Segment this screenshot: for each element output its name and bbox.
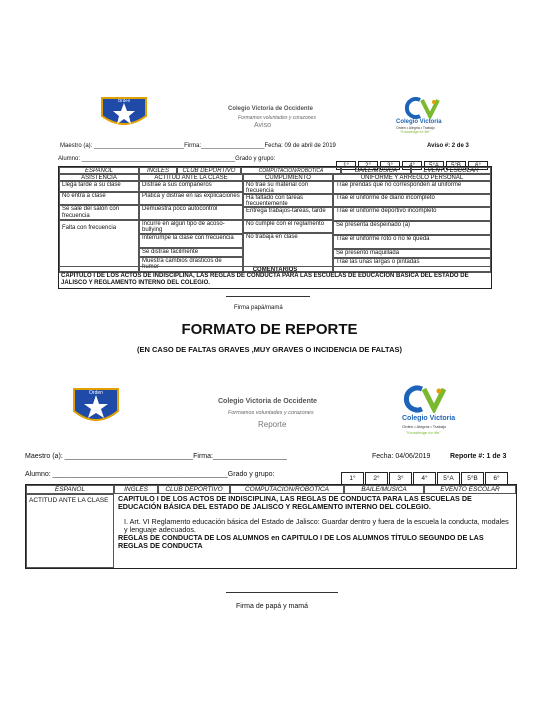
list-item[interactable]: Platica y distrae en las explicaciones xyxy=(139,192,243,205)
list-item[interactable]: Se presenta despeinado (a) xyxy=(333,221,491,235)
subject-cell[interactable]: BAILE/MÚSICA xyxy=(341,167,411,174)
logo-right-name: Colegio Victoria xyxy=(402,415,456,422)
grade-box[interactable]: 5°A xyxy=(437,472,460,485)
list-item[interactable]: No trabaja en clase xyxy=(243,233,333,272)
grade-boxes xyxy=(340,467,508,485)
list-item[interactable]: Se distrae fácilmente xyxy=(139,248,243,257)
list-item[interactable]: Se presentó maquillada xyxy=(333,249,491,258)
grade-box[interactable]: 5°B xyxy=(461,472,484,485)
subject-cell[interactable]: EVENTO ESCOLAR xyxy=(411,167,491,174)
logo-right-tag: "Knowledge for life" xyxy=(400,130,431,134)
category-cell: ACTITUD ANTE LA CLASE xyxy=(26,494,114,568)
list-item[interactable]: Trae el uniforme deportivo incompleto xyxy=(333,207,491,221)
category-header-row xyxy=(59,174,491,181)
list-item[interactable]: Trae el uniforme roto o no le queda xyxy=(333,235,491,249)
subject-cell[interactable]: COMPUTACIÓN/ROBÓTICA xyxy=(230,485,344,494)
subject-cell[interactable]: EVENTO ESCOLAR xyxy=(424,485,516,494)
signature-line xyxy=(226,296,310,297)
colegio-victoria-logo xyxy=(396,97,460,137)
school-motto: Formamos voluntades y corazones xyxy=(238,115,316,121)
logo-right-sub: Orden • Alegría • Trabajo xyxy=(396,126,435,130)
header-cumplimiento: CUMPLIMIENTO xyxy=(243,174,333,181)
list-item[interactable]: Se sale del salón con frecuencia xyxy=(59,205,139,220)
colegio-victoria-logo xyxy=(398,385,478,437)
logo-left-text: Orden xyxy=(117,98,131,103)
signature-label: Firma papá/mamá xyxy=(234,305,283,311)
cv-logo-icon xyxy=(404,97,444,119)
list-item[interactable]: Trae prendas que no corresponden al uniforme xyxy=(333,181,491,194)
document-type: Reporte xyxy=(258,420,287,429)
subjects-row xyxy=(59,167,491,174)
grade-box[interactable]: 6° xyxy=(468,161,488,170)
alumno-line: Alumno: _____________________________________________Grado y grupo: xyxy=(25,471,275,478)
subject-cell[interactable]: INGLÉS xyxy=(114,485,158,494)
list-item[interactable]: Falta con frecuencia xyxy=(59,220,139,272)
logo-right-tag: "Knowledge for life" xyxy=(406,430,441,435)
maestro-line: Maestro (a): _________________________________Firma:___________________ xyxy=(25,453,287,460)
report-body-1: CAPITULO I DE LOS ACTOS DE INDISCIPLINA, LAS REGLAS DE CONDUCTA PARA LAS ESCUELAS DE EDUCACIÓN BÁSICA DEL ESTADO DE JALISCO Y REGLAMENTO INTERNO DEL COLEGIO. xyxy=(118,494,472,511)
document-type: Aviso xyxy=(254,122,271,129)
grade-box[interactable]: 4° xyxy=(413,472,436,485)
reporte-number: Reporte #: 1 de 3 xyxy=(450,453,507,460)
subject-cell[interactable]: ESPAÑOL xyxy=(59,167,139,174)
school-shield-logo xyxy=(98,94,150,132)
signature-label: Firma de papá y mamá xyxy=(236,603,308,610)
comments-text: CAPITULO I DE LOS ACTOS DE INDISCIPLINA, LAS REGLAS DE CONDUCTA PARA LAS ESCUELAS DE EDUCACION BASICA DEL ESTADO DE JALISCO Y REGLAMENTO INTERNO DEL COLEGIO. xyxy=(61,273,469,286)
grade-box[interactable]: 1° xyxy=(341,472,364,485)
grade-box[interactable]: 5°A xyxy=(424,161,444,170)
list-item[interactable]: Demuestra poco autocontrol xyxy=(139,205,243,220)
maestro-line: Maestro (a): ___________________________Firma:___________________Fecha: 09 de abril de 2019 xyxy=(60,143,336,149)
list-item[interactable]: Distrae a sus compañeros xyxy=(139,181,243,192)
grade-box[interactable]: 5°B xyxy=(446,161,466,170)
list-item[interactable]: Trae el uniforme de diario incompleto xyxy=(333,194,491,207)
subjects-row xyxy=(26,485,516,494)
aviso-number: Aviso #: 2 de 3 xyxy=(427,143,469,149)
list-item[interactable]: Ha faltado con tareas frecuentemente xyxy=(243,194,333,207)
grade-box[interactable]: 3° xyxy=(389,472,412,485)
subject-cell[interactable]: COMPUTACIÓN/ROBÓTICA xyxy=(241,167,341,174)
page-title: FORMATO DE REPORTE xyxy=(181,321,358,338)
subject-cell[interactable]: BAILE/MÚSICA xyxy=(344,485,424,494)
aviso-table xyxy=(58,166,492,289)
comments-title: COMENTARIOS xyxy=(59,266,491,273)
alumno-line: Alumno: ______________________________________________Grado y grupo: xyxy=(58,156,276,162)
logo-right-sub: Orden • Alegría • Trabajo xyxy=(402,424,447,429)
grade-box[interactable]: 1° xyxy=(336,161,356,170)
logo-left-text: Orden xyxy=(89,390,103,396)
grade-box[interactable]: 2° xyxy=(358,161,378,170)
actitud-column xyxy=(139,181,243,272)
logo-right-name: Colegio Victoria xyxy=(396,119,442,125)
page-subtitle: (EN CASO DE FALTAS GRAVES ,MUY GRAVES O INCIDENCIA DE FALTAS) xyxy=(136,345,403,354)
list-item[interactable]: No trae su material con frecuencia xyxy=(243,181,333,194)
grade-box[interactable]: 2° xyxy=(365,472,388,485)
list-item[interactable]: Incurre en algún tipo de acoso-bullying xyxy=(139,220,243,234)
list-item[interactable]: No entra a clase xyxy=(59,192,139,205)
reporte-table xyxy=(25,484,517,569)
signature-line xyxy=(226,592,338,593)
list-item[interactable]: Trae las uñas largas o pintadas xyxy=(333,258,491,272)
cv-logo-icon xyxy=(402,385,452,413)
school-motto: Formamos voluntades y corazones xyxy=(228,410,314,416)
asistencia-column xyxy=(59,181,139,272)
uniforme-column xyxy=(333,181,491,272)
grade-box[interactable]: 4° xyxy=(402,161,422,170)
subject-cell[interactable]: CLUB DEPORTIVO xyxy=(158,485,230,494)
school-name: Colegio Victoria de Occidente xyxy=(218,398,318,405)
subject-cell[interactable]: CLUB DEPORTIVO xyxy=(177,167,241,174)
fecha-value: Fecha: 04/06/2019 xyxy=(372,453,431,460)
list-item[interactable]: Entrega trabajos-tareas, tarde xyxy=(243,207,333,220)
grade-box[interactable]: 6° xyxy=(485,472,508,485)
subject-cell[interactable]: INGLÉS xyxy=(139,167,177,174)
subject-cell[interactable]: ESPAÑOL xyxy=(26,485,114,494)
header-uniforme: UNIFORME Y ARREGLO PERSONAL xyxy=(333,174,491,181)
school-name: Colegio Victoria de Occidente xyxy=(228,106,313,112)
cumplimiento-column xyxy=(243,181,333,272)
list-item[interactable]: Llega tarde a su clase xyxy=(59,181,139,192)
list-item[interactable]: No cumple con el reglamento xyxy=(243,220,333,233)
header-asistencia: ASISTENCIA xyxy=(59,174,139,181)
school-shield-logo xyxy=(70,385,122,429)
report-body-2: I. Art. VI Reglamento educación básica del Estado de Jalisco: Guardar dentro y fuera de la escuela la conducta, modales y lenguaje adecuados. xyxy=(124,517,509,534)
grade-box[interactable]: 3° xyxy=(380,161,400,170)
header-actitud: ACTITUD ANTE LA CLASE xyxy=(139,174,243,181)
list-item[interactable]: Muestra cambios drásticos de humor xyxy=(139,257,243,272)
list-item[interactable]: Interrumpe la clase con frecuencia xyxy=(139,234,243,248)
report-body-3: REGLAS DE CONDUCTA DE LOS ALUMNOS en CAPITULO I DE LOS ALUMNOS TÍTULO SEGUNDO DE LAS REGLAS DE CONDUCTA xyxy=(118,533,484,550)
